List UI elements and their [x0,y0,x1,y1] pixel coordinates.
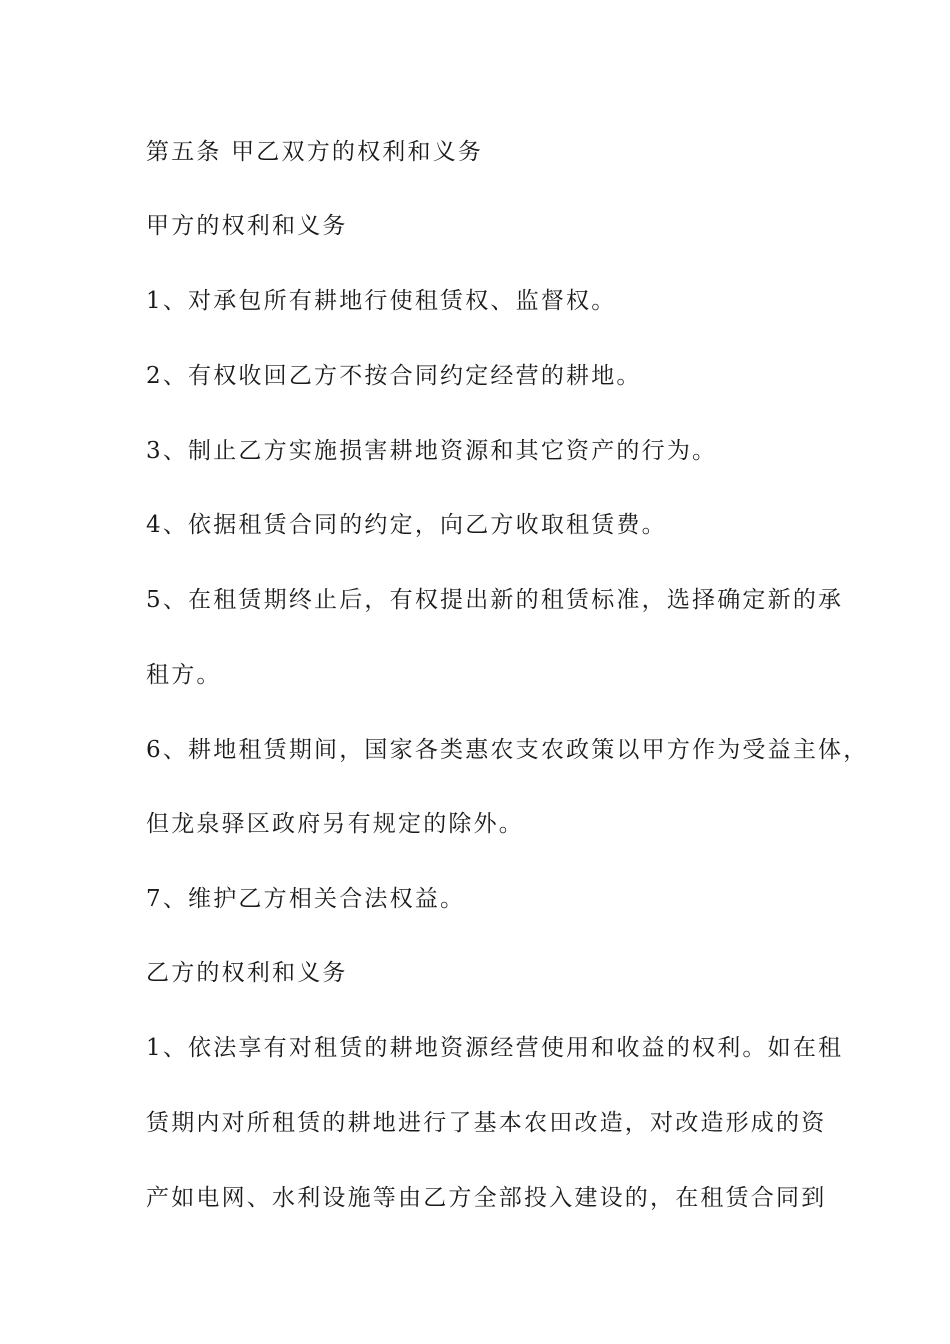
party-b-section-heading: 乙方的权利和义务 [146,960,348,986]
party-a-clause-6-continued: 但龙泉驿区政府另有规定的除外。 [146,811,524,837]
party-b-clause-1-continued: 赁期内对所租赁的耕地进行了基本农田改造，对改造形成的资 [146,1110,827,1136]
party-b-clause-1-continued-2: 产如电网、水利设施等由乙方全部投入建设的，在租赁合同到 [146,1185,827,1211]
party-a-clause-3: 3、制止乙方实施损害耕地资源和其它资产的行为。 [146,438,718,464]
party-a-clause-2: 2、有权收回乙方不按合同约定经营的耕地。 [146,363,642,389]
party-a-clause-5: 5、在租赁期终止后，有权提出新的租赁标准，选择确定新的承 [146,587,844,613]
party-b-clause-1: 1、依法享有对租赁的耕地资源经营使用和收益的权利。如在租 [146,1035,844,1061]
article-heading: 第五条 甲乙双方的权利和义务 [146,139,484,165]
party-a-section-heading: 甲方的权利和义务 [146,213,348,239]
party-a-clause-6: 6、耕地租赁期间，国家各类惠农支农政策以甲方作为受益主体， [146,737,869,763]
party-a-clause-1: 1、对承包所有耕地行使租赁权、监督权。 [146,288,617,314]
party-a-clause-7: 7、维护乙方相关合法权益。 [146,886,466,912]
party-a-clause-5-continued: 租方。 [146,662,222,688]
party-a-clause-4: 4、依据租赁合同的约定，向乙方收取租赁费。 [146,512,667,538]
